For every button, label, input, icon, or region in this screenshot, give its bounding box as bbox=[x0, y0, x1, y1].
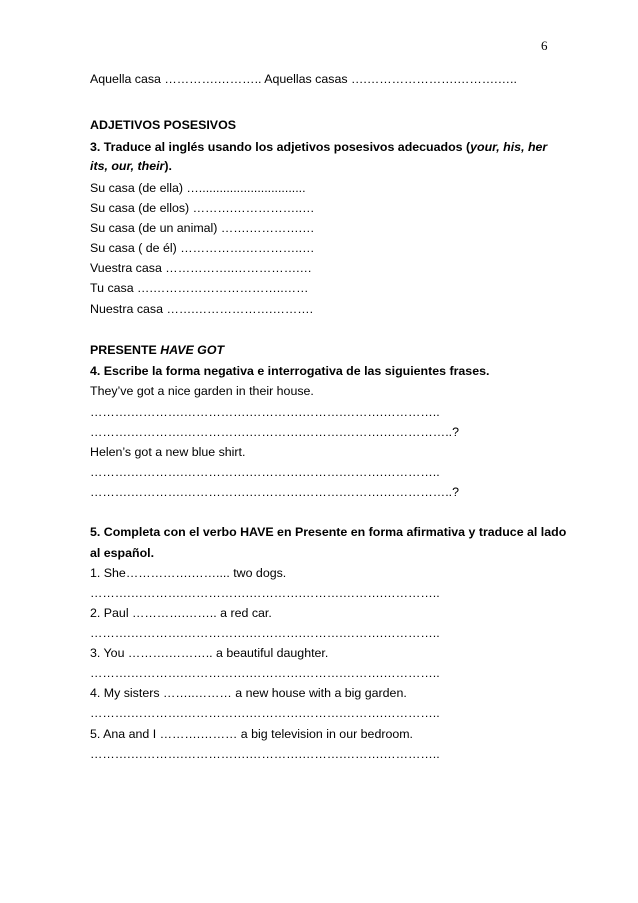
intro-line: Aquella casa ………….……….. Aquellas casas ….………………….……….….. bbox=[90, 72, 517, 86]
possessive-item: Su casa (de ella) …............................... bbox=[90, 181, 306, 195]
possessive-terms-1: your, his, her bbox=[470, 140, 548, 154]
possessive-item: Su casa (de ellos) ……….……………..… bbox=[90, 201, 315, 215]
possessive-terms-2: its, our, their bbox=[90, 159, 165, 173]
exercise-sentence: 5. Ana and I ……….……… a big television in our bedroom. bbox=[90, 727, 414, 741]
have-instruction-cont: al español. bbox=[90, 546, 155, 560]
possessives-heading: ADJETIVOS POSESIVOS bbox=[90, 118, 236, 132]
possessive-item: Nuestra casa …….……………….………. bbox=[90, 302, 314, 316]
answer-line: ……….………….…………….………….……….……….………….. bbox=[90, 626, 440, 640]
answer-line: ……….………….…………….………….……….……….………….. bbox=[90, 706, 440, 720]
page-number: 6 bbox=[541, 38, 548, 53]
answer-line: ……….………….…………….………….……….……….……………..? bbox=[90, 425, 459, 439]
possessive-item: Tu casa ….…………………………..…… bbox=[90, 281, 309, 295]
sentence-1: They’ve got a nice garden in their house. bbox=[90, 384, 314, 398]
exercise-sentence: 4. My sisters ……..……… a new house with a big garden. bbox=[90, 686, 407, 700]
answer-line: ……….………….…………….………….……….……….………….. bbox=[90, 465, 440, 479]
sentence-2: Helen’s got a new blue shirt. bbox=[90, 445, 246, 459]
answer-line: ……….………….…………….………….……….……….……………..? bbox=[90, 485, 459, 499]
possessives-instruction-cont: its, our, their). bbox=[90, 159, 172, 173]
answer-line: ……….………….…………….………….……….……….………….. bbox=[90, 747, 440, 761]
exercise-sentence: 1. She…………….…….... two dogs. bbox=[90, 566, 287, 580]
have-got-heading: PRESENTE HAVE GOT bbox=[90, 343, 225, 357]
possessives-instruction: 3. Traduce al inglés usando los adjetivos posesivos adecuados (your, his, her bbox=[90, 140, 548, 154]
possessive-item: Vuestra casa ……………..…………….… bbox=[90, 261, 312, 275]
possessive-item: Su casa (de un animal) …….………….… bbox=[90, 221, 315, 235]
exercise-sentence: 3. You ……….……….. a beautiful daughter. bbox=[90, 646, 329, 660]
answer-line: ……….………….…………….………….……….……….………….. bbox=[90, 666, 440, 680]
have-instruction: 5. Completa con el verbo HAVE en Presente en forma afirmativa y traduce al lado bbox=[90, 525, 567, 539]
have-got-instruction: 4. Escribe la forma negativa e interrogativa de las siguientes frases. bbox=[90, 364, 490, 378]
possessive-item: Su casa ( de él) …………….…………..… bbox=[90, 241, 315, 255]
exercise-sentence: 2. Paul ………….…….. a red car. bbox=[90, 606, 272, 620]
answer-line: ……….………….…………….………….……….……….………….. bbox=[90, 586, 440, 600]
answer-line: ……….………….…………….………….……….……….………….. bbox=[90, 405, 440, 419]
